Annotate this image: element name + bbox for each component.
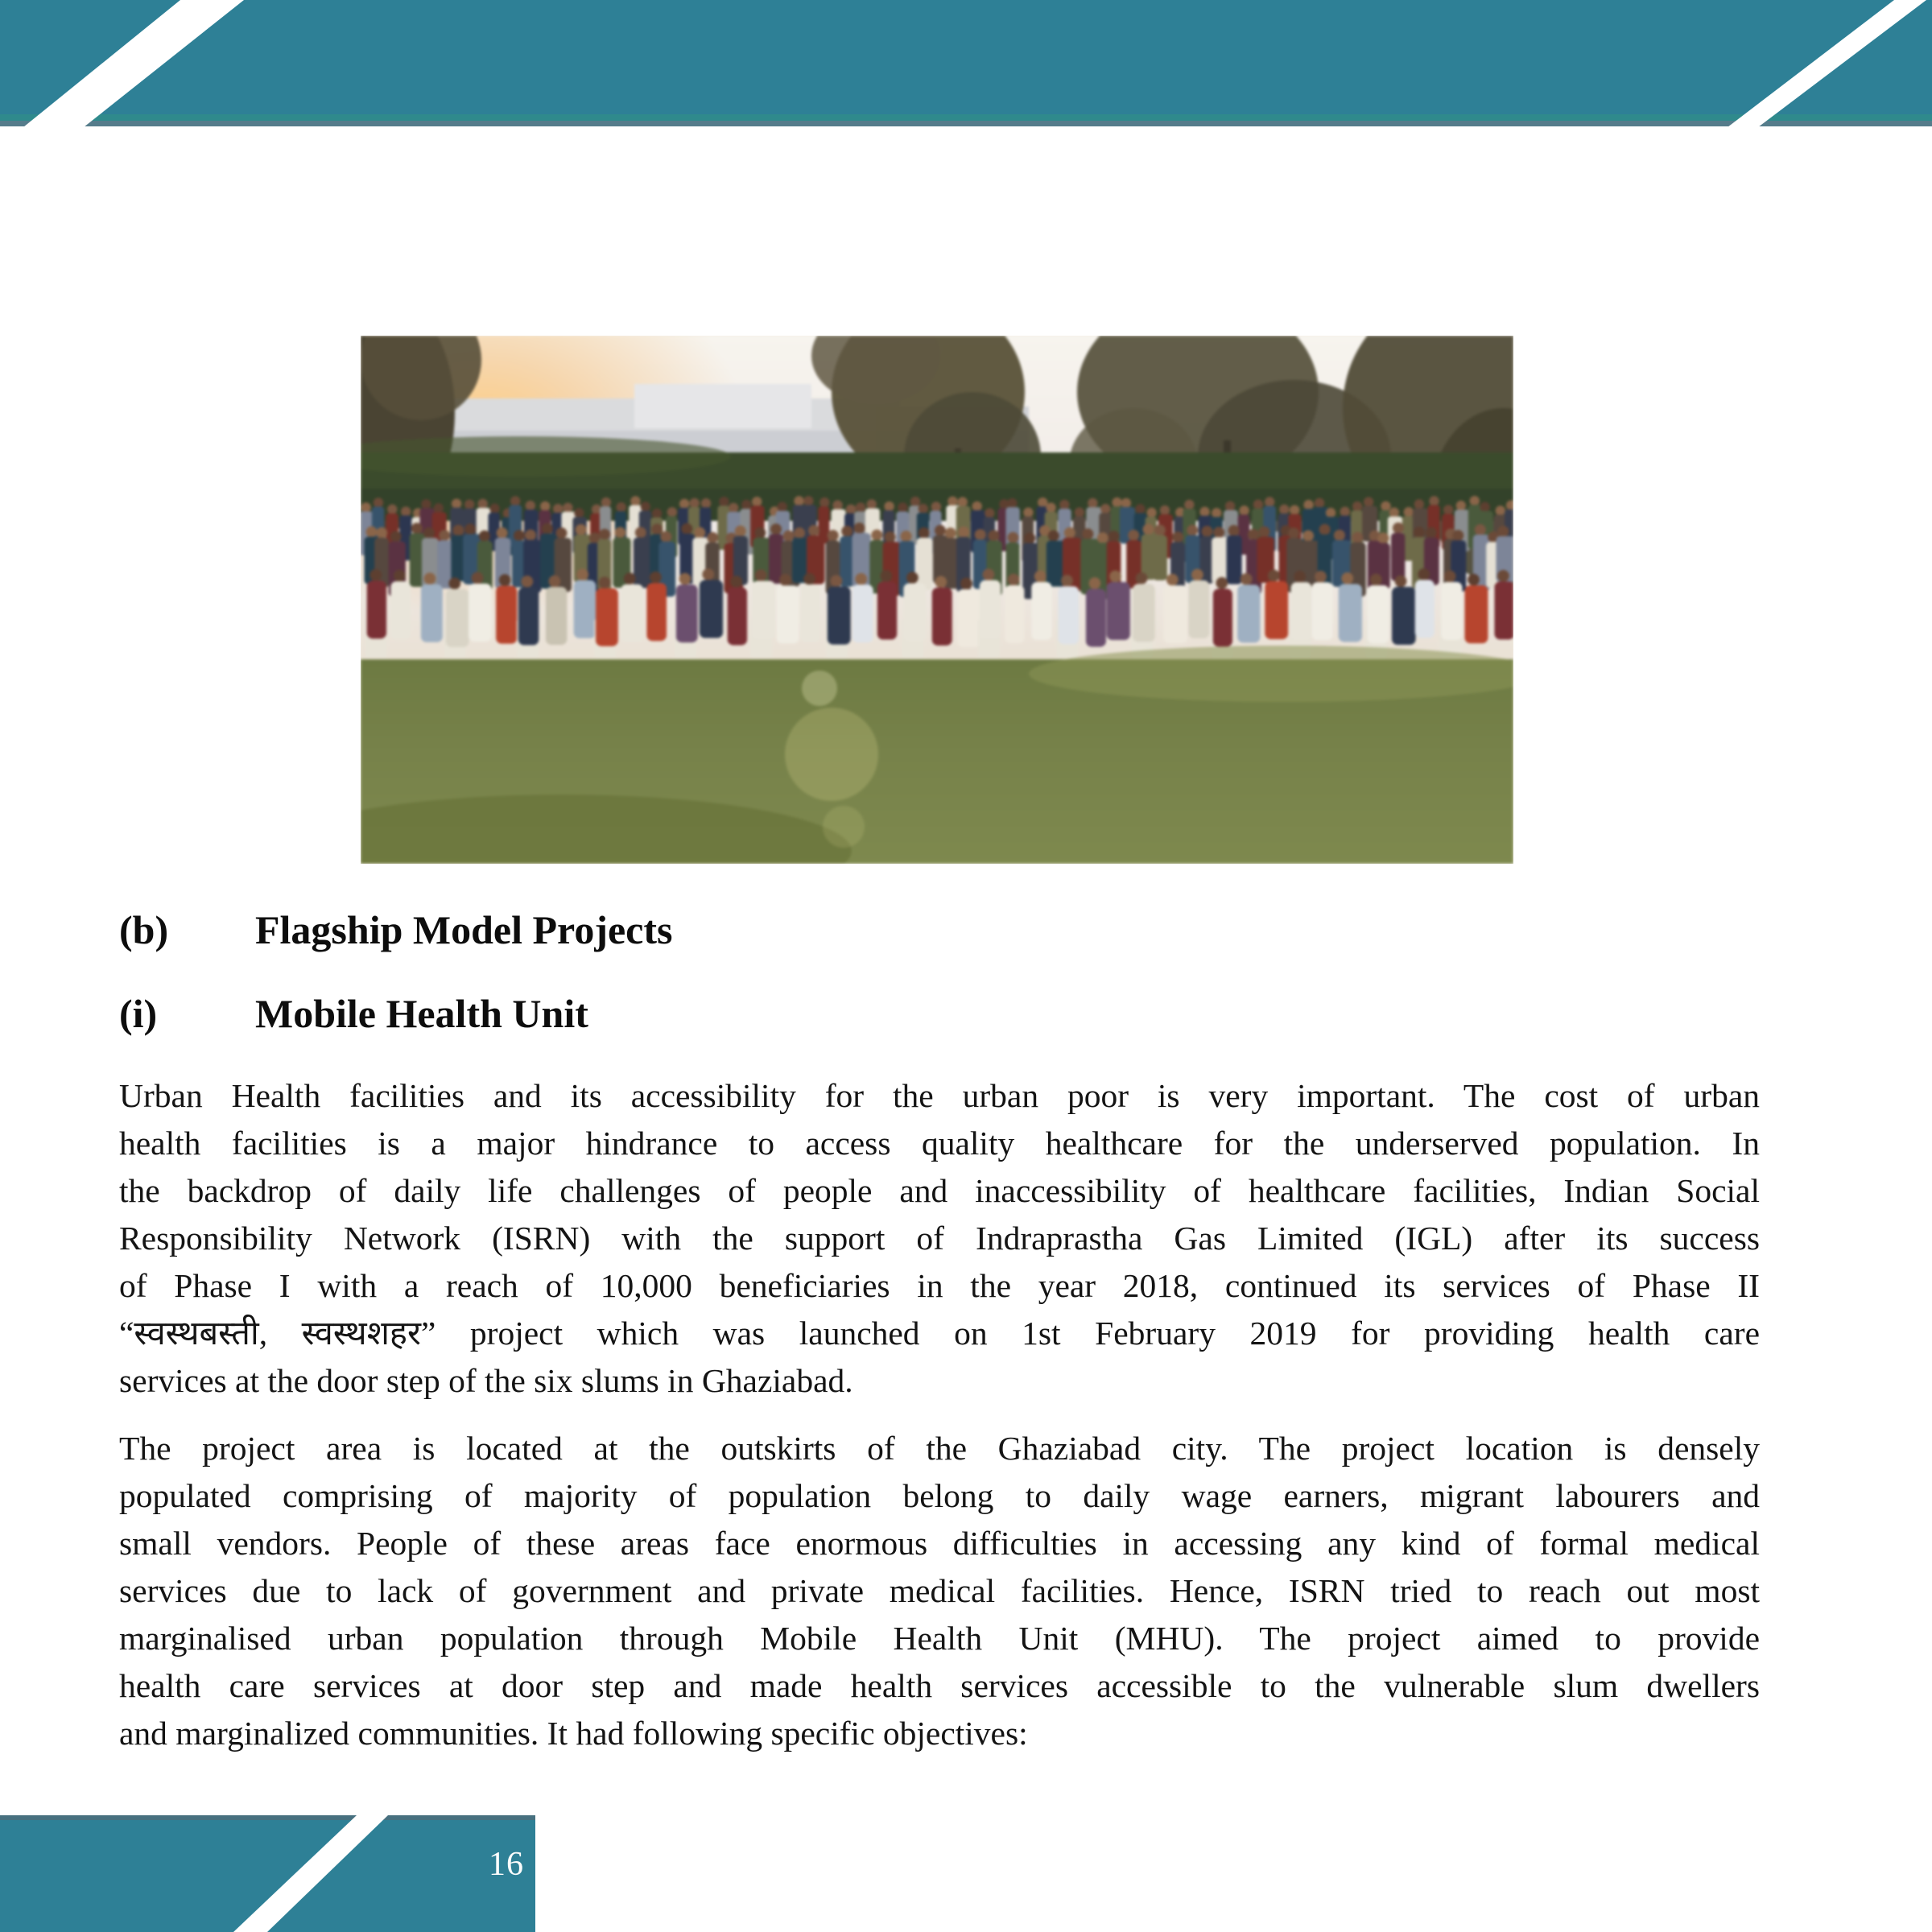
paragraph-line: Urban Health facilities and its accessibility for the urban poor is very important. The cost of urban <box>119 1077 1760 1114</box>
header-band <box>0 0 1932 127</box>
heading-i-number: (i) <box>119 991 158 1036</box>
paragraph-line: of Phase I with a reach of 10,000 beneficiaries in the year 2018, continued its services of Phase II <box>119 1267 1760 1304</box>
heading-b-number: (b) <box>119 907 169 952</box>
paragraph-line: services at the door step of the six slums in Ghaziabad. <box>119 1362 853 1399</box>
heading-flagship-model-projects <box>119 903 1760 956</box>
group-photo <box>361 336 1513 864</box>
paragraph-line: services due to lack of government and private medical facilities. Hence, ISRN tried to reach out most <box>119 1572 1760 1609</box>
paragraph-line: small vendors. People of these areas face enormous difficulties in accessing any kind of formal medical <box>119 1525 1760 1562</box>
heading-mobile-health-unit <box>119 987 1760 1040</box>
paragraph-urban-health <box>119 1072 1760 1405</box>
heading-b-title: Flagship Model Projects <box>255 907 673 952</box>
paragraph-line: the backdrop of daily life challenges of people and inaccessibility of healthcare facilities, Indian Social <box>119 1172 1760 1209</box>
paragraph-line: and marginalized communities. It had following specific objectives: <box>119 1715 1028 1752</box>
paragraph-line: marginalised urban population through Mobile Health Unit (MHU). The project aimed to provide <box>119 1620 1760 1657</box>
photo-crowd <box>361 496 1513 658</box>
paragraph-line: Responsibility Network (ISRN) with the support of Indraprastha Gas Limited (IGL) after its success <box>119 1220 1760 1257</box>
paragraph-line: populated comprising of majority of population belong to daily wage earners, migrant labourers and <box>119 1477 1760 1514</box>
paragraph-line: health facilities is a major hindrance to access quality healthcare for the underserved population. In <box>119 1125 1760 1162</box>
photo-lens-flare <box>785 708 878 801</box>
heading-i-title: Mobile Health Unit <box>255 991 588 1036</box>
paragraph-line: “स्वस्थबस्ती, स्वस्थशहर” project which was launched on 1st February 2019 for providing health care <box>119 1315 1760 1352</box>
paragraph-line: The project area is located at the outskirts of the Ghaziabad city. The project location is densely <box>119 1430 1760 1467</box>
paragraph-line: health care services at door step and made health services accessible to the vulnerable slum dwellers <box>119 1667 1760 1704</box>
page-number: 16 <box>489 1846 524 1883</box>
paragraph-project-area <box>119 1425 1760 1757</box>
photo-lawn <box>361 646 1513 864</box>
